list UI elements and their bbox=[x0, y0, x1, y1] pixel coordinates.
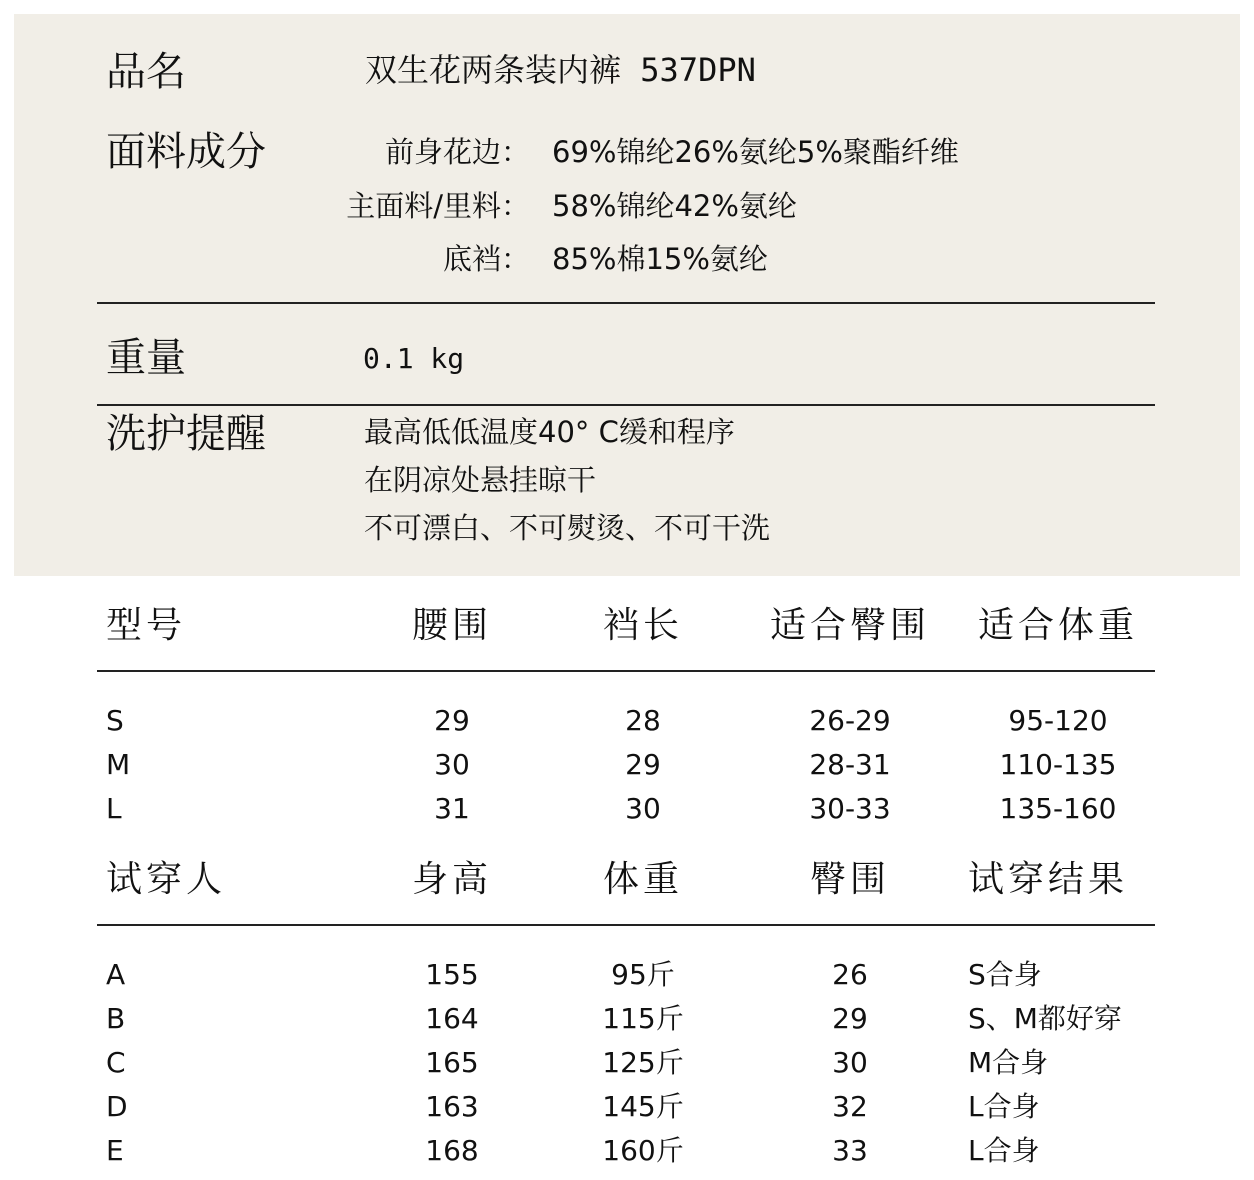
trial-row-e-hip: 33 bbox=[832, 1134, 868, 1167]
trial-row-b-weight: 115斤 bbox=[602, 1002, 684, 1035]
trial-row-a-person: A bbox=[106, 958, 126, 991]
size-row-m-weight: 110-135 bbox=[999, 748, 1117, 781]
fabric-content-front: 69%锦纶26%氨纶5%聚酯纤维 bbox=[552, 135, 959, 169]
name-label: 品名 bbox=[106, 49, 186, 95]
trial-row-e-height: 168 bbox=[425, 1134, 479, 1167]
size-row-m-hip: 28-31 bbox=[809, 748, 891, 781]
trial-header-person: 试穿人 bbox=[106, 859, 227, 900]
name-value: 双生花两条装内裤 537DPN bbox=[365, 51, 756, 89]
size-row-s-model: S bbox=[106, 704, 124, 737]
trial-row-a-hip: 26 bbox=[832, 958, 868, 991]
size-row-s-hip: 26-29 bbox=[809, 704, 891, 737]
size-row-m-model: M bbox=[106, 748, 131, 781]
trial-row-e-weight: 160斤 bbox=[602, 1134, 684, 1167]
fabric-content-crotch: 85%棉15%氨纶 bbox=[552, 242, 768, 276]
trial-header-height: 身高 bbox=[411, 859, 493, 900]
trial-table-divider bbox=[97, 924, 1155, 926]
size-row-s-weight: 95-120 bbox=[1008, 704, 1108, 737]
trial-row-a-weight: 95斤 bbox=[611, 958, 675, 991]
trial-row-c-result: M合身 bbox=[968, 1046, 1049, 1079]
size-header-hip: 适合臀围 bbox=[769, 605, 931, 646]
trial-row-c-weight: 125斤 bbox=[602, 1046, 684, 1079]
size-row-m-waist: 30 bbox=[434, 748, 470, 781]
size-row-l-hip: 30-33 bbox=[809, 792, 891, 825]
size-row-m-crotch: 29 bbox=[625, 748, 661, 781]
divider-2 bbox=[97, 404, 1155, 406]
care-line-3: 不可漂白、不可熨烫、不可干洗 bbox=[364, 511, 771, 545]
fabric-label: 面料成分 bbox=[106, 129, 266, 175]
trial-row-d-result: L合身 bbox=[968, 1090, 1040, 1123]
trial-row-b-height: 164 bbox=[425, 1002, 479, 1035]
weight-label: 重量 bbox=[106, 335, 186, 381]
care-label: 洗护提醒 bbox=[106, 411, 266, 457]
trial-header-weight: 体重 bbox=[602, 859, 684, 900]
trial-row-b-result: S、M都好穿 bbox=[968, 1002, 1122, 1035]
size-row-l-crotch: 30 bbox=[625, 792, 661, 825]
trial-row-c-height: 165 bbox=[425, 1046, 479, 1079]
trial-header-result: 试穿结果 bbox=[968, 859, 1129, 900]
fabric-part-main: 主面料/里料： bbox=[346, 189, 530, 223]
size-row-s-waist: 29 bbox=[434, 704, 470, 737]
size-table-divider bbox=[97, 670, 1155, 672]
trial-row-a-height: 155 bbox=[425, 958, 479, 991]
trial-row-c-hip: 30 bbox=[832, 1046, 868, 1079]
trial-row-b-hip: 29 bbox=[832, 1002, 868, 1035]
trial-row-d-weight: 145斤 bbox=[602, 1090, 684, 1123]
fabric-content-main: 58%锦纶42%氨纶 bbox=[552, 189, 797, 223]
fabric-part-front: 前身花边： bbox=[384, 135, 530, 169]
trial-row-d-person: D bbox=[106, 1090, 128, 1123]
trial-row-e-person: E bbox=[106, 1134, 124, 1167]
trial-row-d-height: 163 bbox=[425, 1090, 479, 1123]
trial-row-d-hip: 32 bbox=[832, 1090, 868, 1123]
trial-row-c-person: C bbox=[106, 1046, 126, 1079]
fabric-part-crotch: 底裆： bbox=[442, 242, 530, 276]
trial-row-a-result: S合身 bbox=[968, 958, 1042, 991]
size-header-weight: 适合体重 bbox=[977, 605, 1139, 646]
product-info-panel bbox=[14, 14, 1240, 576]
size-header-crotch: 裆长 bbox=[602, 605, 684, 646]
size-header-waist: 腰围 bbox=[411, 605, 493, 646]
size-row-l-waist: 31 bbox=[434, 792, 470, 825]
size-header-model: 型号 bbox=[106, 605, 187, 646]
care-line-2: 在阴凉处悬挂晾干 bbox=[364, 463, 597, 497]
trial-row-e-result: L合身 bbox=[968, 1134, 1040, 1167]
size-row-l-model: L bbox=[106, 792, 122, 825]
size-row-s-crotch: 28 bbox=[625, 704, 661, 737]
trial-header-hip: 臀围 bbox=[809, 859, 891, 900]
care-line-1: 最高低低温度40° C缓和程序 bbox=[364, 415, 735, 449]
trial-row-b-person: B bbox=[106, 1002, 126, 1035]
divider-1 bbox=[97, 302, 1155, 304]
weight-value: 0.1 kg bbox=[363, 342, 465, 375]
size-row-l-weight: 135-160 bbox=[999, 792, 1117, 825]
